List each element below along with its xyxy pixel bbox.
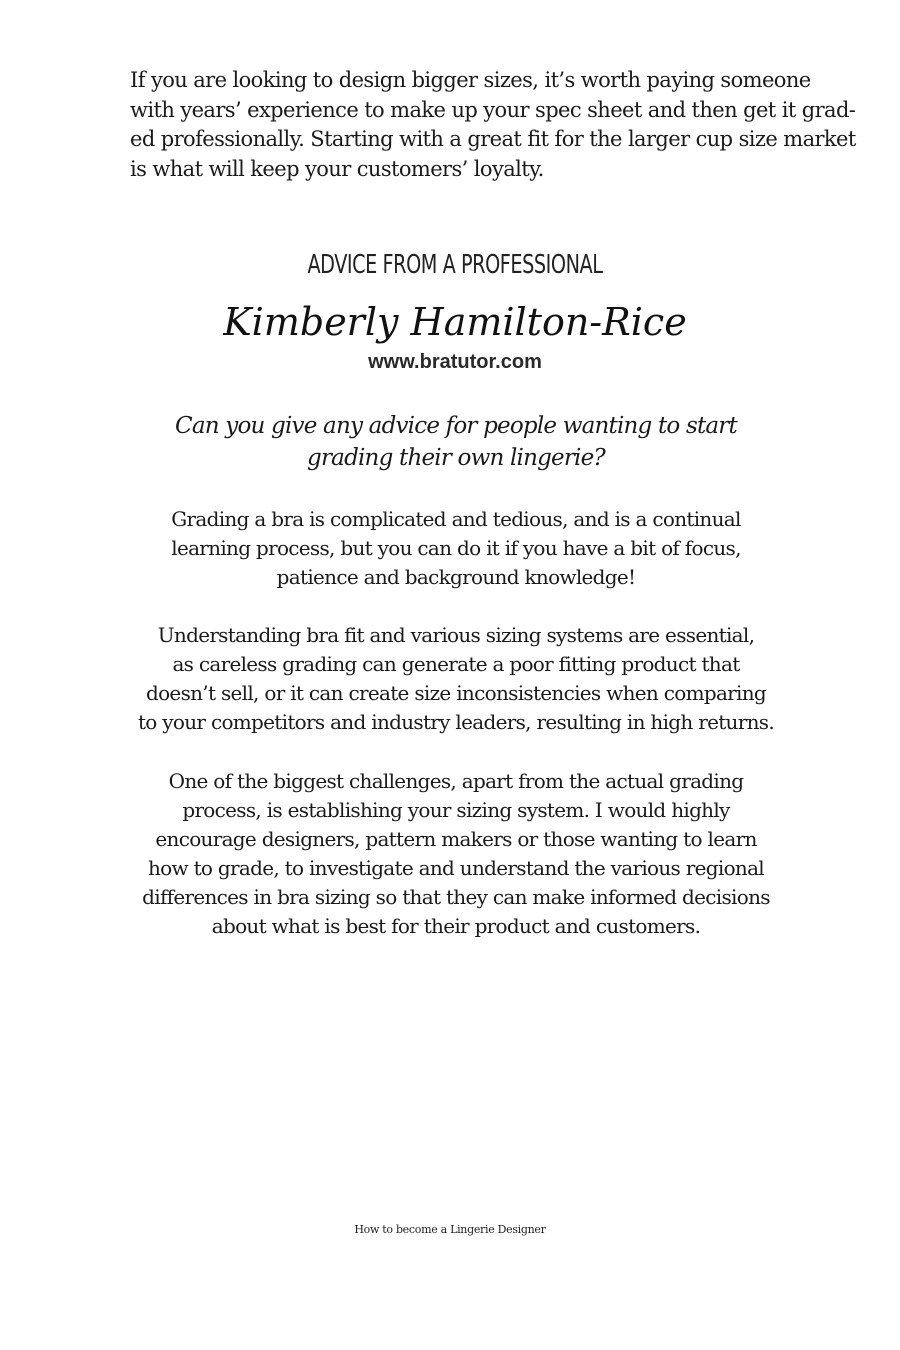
interview-question xyxy=(150,410,762,474)
answer-line: how to grade, to investigate and understand the various regional xyxy=(147,856,765,880)
author-name: Kimberly Hamilton-Rice xyxy=(223,300,687,344)
answer-line: about what is best for their product and customers. xyxy=(211,914,701,938)
intro-line: with years’ experience to make up your spec sheet and then get it grad- xyxy=(130,97,856,122)
answer-line: One of the biggest challenges, apart from the actual grading xyxy=(168,769,744,793)
answer-line: Understanding bra fit and various sizing systems are essential, xyxy=(157,623,755,647)
answer-line: process, is establishing your sizing system. I would highly xyxy=(182,798,730,822)
answer-line: learning process, but you can do it if you have a bit of focus, xyxy=(171,536,741,560)
answer-line: patience and background knowledge! xyxy=(276,565,636,589)
intro-paragraph xyxy=(130,66,856,184)
answer-paragraph-2 xyxy=(115,621,797,737)
page-footer: How to become a Lingerie Designer xyxy=(354,1223,546,1236)
intro-line: ed professionally. Starting with a great fit for the larger cup size market xyxy=(130,127,856,151)
answer-line: doesn’t sell, or it can create size inconsistencies when comparing xyxy=(145,681,767,705)
intro-line: If you are looking to design bigger sizes, it’s worth paying someone xyxy=(130,68,811,92)
answer-paragraph-1 xyxy=(115,505,797,592)
question-line: Can you give any advice for people wanting to start xyxy=(175,413,737,439)
answer-line: as careless grading can generate a poor fitting product that xyxy=(172,652,740,676)
answer-paragraph-3 xyxy=(115,767,797,941)
answer-line: encourage designers, pattern makers or those wanting to learn xyxy=(155,827,757,851)
advice-heading: ADVICE FROM A PROFESSIONAL xyxy=(307,250,603,280)
intro-line: is what will keep your customers’ loyalty. xyxy=(130,156,544,181)
answer-line: differences in bra sizing so that they can make informed decisions xyxy=(142,885,770,909)
question-line: grading their own lingerie? xyxy=(307,445,605,471)
answer-line: Grading a bra is complicated and tedious, and is a continual xyxy=(171,507,741,531)
answer-line: to your competitors and industry leaders, resulting in high returns. xyxy=(137,710,775,734)
author-website: www.bratutor.com xyxy=(368,351,542,373)
